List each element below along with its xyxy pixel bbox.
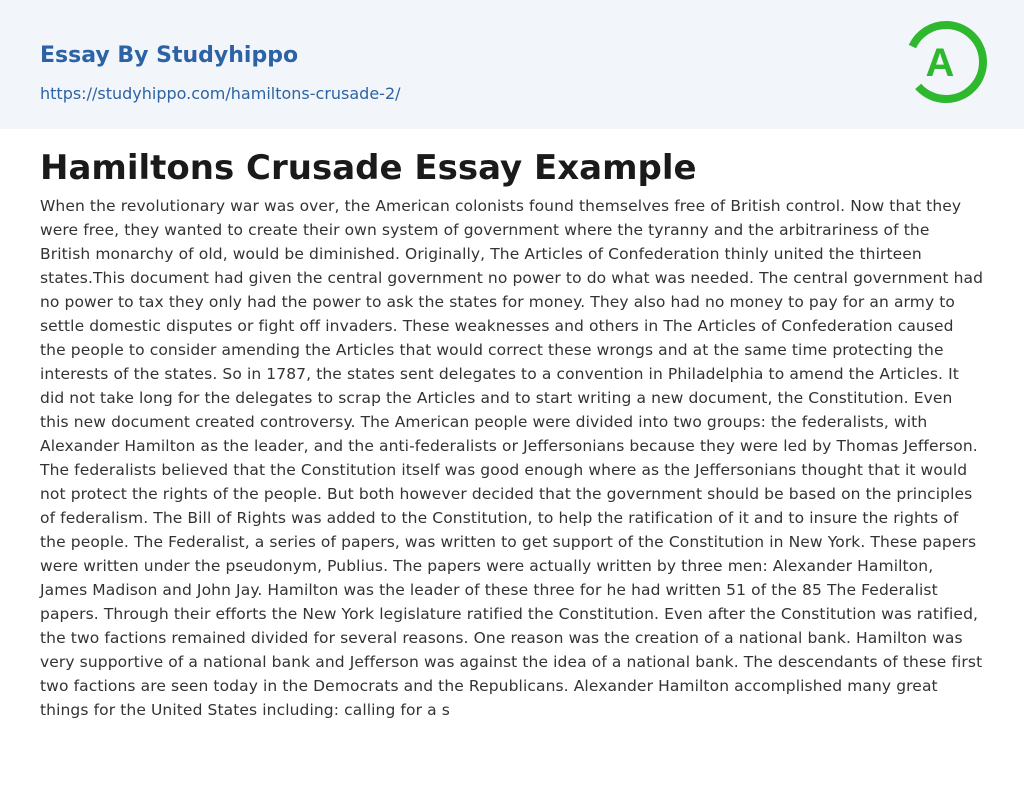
brand-title: Essay By Studyhippo	[40, 43, 299, 68]
essay-body-text: When the revolutionary war was over, the American colonists found themselves free of British control. Now that they were free, they wanted to create their own system of government where the tyranny and the arbitrariness of the British monarchy of old, would be diminished. Originally, The Articles of Confederation thinly united the thirteen states.This document had given the central government no power to do what was needed. The central government had no power to tax they only had the power to ask the states for money. They also had no money to pay for an army to settle domestic disputes or fight off invaders. These weaknesses and others in The Articles of Confederation caused the people to consider amending the Articles that would correct these wrongs and at the same time protecting the interests of the states. So in 1787, the states sent delegates to a convention in Philadelphia to amend the Articles. It did not take long for the delegates to scrap the Articles and to start writing a new document, the Constitution. Even this new document created controversy. The American people were divided into two groups: the federalists, with Alexander Hamilton as the leader, and the anti-federalists or Jeffersonians because they were led by Thomas Jefferson. The federalists believed that the Constitution itself was good enough where as the Jeffersonians thought that it would not protect the rights of the people. But both however decided that the government should be based on the principles of federalism. The Bill of Rights was added to the Constitution, to help the ratification of it and to insure the rights of the people. The Federalist, a series of papers, was written to get support of the Constitution in New York. These papers were written under the pseudonym, Publius. The papers were actually written by three men: Alexander Hamilton, James Madison and John Jay. Hamilton was the leader of these three for he had written 51 of the 85 The Federalist papers. Through their efforts the New York legislature ratified the Constitution. Even after the Constitution was ratified, the two factions remained divided for several reasons. One reason was the creation of a national bank. Hamilton was very supportive of a national bank and Jefferson was against the idea of a national bank. The descendants of these first two factions are seen today in the Democrats and the Republicans. Alexander Hamilton accomplished many great things for the United States including: calling for a s	[40, 197, 984, 719]
source-url-link[interactable]: https://studyhippo.com/hamiltons-crusade-2/	[40, 84, 401, 103]
page-title: Hamiltons Crusade Essay Example	[40, 148, 697, 188]
logo-letter: A	[925, 41, 955, 85]
logo-ring-icon	[898, 17, 988, 107]
site-header	[0, 0, 1024, 129]
studyhippo-logo-icon[interactable]	[898, 17, 988, 107]
